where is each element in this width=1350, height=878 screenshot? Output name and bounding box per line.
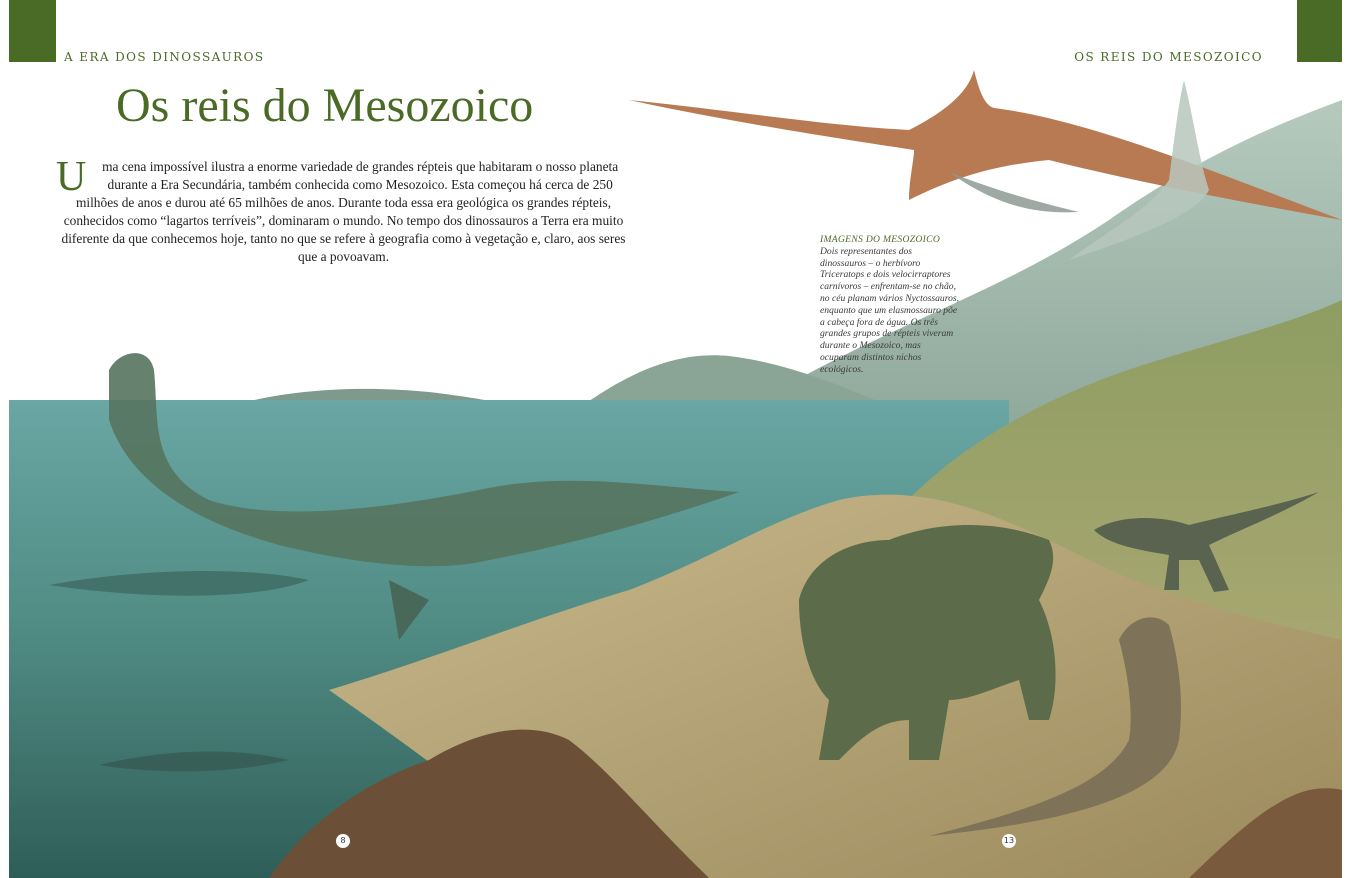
page-number-right: 13 (1002, 834, 1016, 848)
page-title: Os reis do Mesozoico (116, 79, 534, 132)
image-caption (820, 234, 960, 376)
caption-body: Dois representantes dos dinossauros – o herbívoro Triceratops e dois velocirraptores carnívoros – enfrentam-se no chão, no céu planam vários Nyctossauros, enquanto que um elasmossauro põe a cabeça fora de água. Os três grandes grupos de répteis viveram durante o Mesozoico, mas ocuparam distintos nichos ecológicos. (820, 245, 960, 375)
intro-text: ma cena impossível ilustra a enorme variedade de grandes répteis que habitaram o nosso planeta durante a Era Secundária, também conhecida como Mesozoico. Esta começou há cerca de 250 milhões de anos e durou até 65 milhões de anos. Durante toda essa era geológica os grandes répteis, conhecidos como “lagartos terríveis”, dominaram o mundo. No tempo dos dinossauros a Terra era muito diferente da que conhecemos hoje, tanto no que se refere à geografia como à vegetação e, claro, aos seres que a povoavam. (61, 159, 626, 264)
running-head-right: OS REIS DO MESOZOICO (1074, 50, 1263, 64)
page-number-left: 8 (336, 834, 350, 848)
intro-paragraph (56, 154, 631, 266)
corner-tab-right (1297, 0, 1342, 62)
nyctosaurus-small (949, 172, 1079, 212)
running-head-left: A ERA DOS DINOSSAUROS (64, 50, 265, 64)
nyctosaurus-large (629, 70, 1342, 220)
drop-cap: U (56, 154, 87, 200)
caption-title: IMAGENS DO MESOZOICO (820, 234, 941, 245)
corner-tab-left (9, 0, 56, 62)
